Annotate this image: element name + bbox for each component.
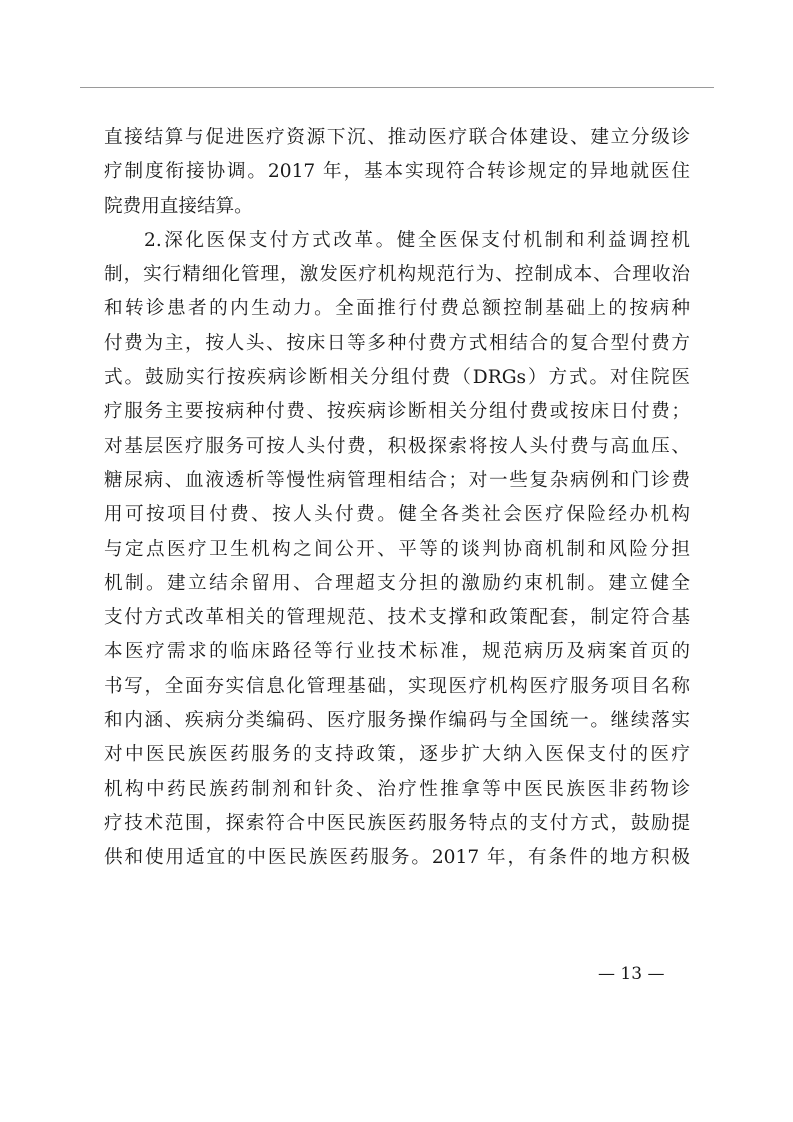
text-line: 对基层医疗服务可按人头付费，积极探索将按人头付费与高血压、 <box>104 435 690 457</box>
text-line: 与定点医疗卫生机构之间公开、平等的谈判协商机制和风险分担 <box>104 538 690 560</box>
text-line: 直接结算与促进医疗资源下沉、推动医疗联合体建设、建立分级诊 <box>104 127 690 148</box>
text-line: 本医疗需求的临床路径等行业技术标准，规范病历及病案首页的 <box>104 641 690 663</box>
text-line: 机制。建立结余留用、合理超支分担的激励约束机制。建立健全 <box>104 572 690 594</box>
text-line: 和内涵、疾病分类编码、医疗服务操作编码与全国统一。继续落实 <box>104 710 690 732</box>
text-line: 疗技术范围，探索符合中医民族医药服务特点的支付方式，鼓励提 <box>104 812 690 834</box>
header-rule <box>80 87 714 88</box>
text-line: 机构中药民族药制剂和针灸、治疗性推拿等中医民族医非药物诊 <box>104 778 690 800</box>
text-line: 供和使用适宜的中医民族医药服务。2017 年，有条件的地方积极 <box>104 847 690 869</box>
text-line: 付费为主，按人头、按床日等多种付费方式相结合的复合型付费方 <box>104 332 690 354</box>
text-line: 糖尿病、血液透析等慢性病管理相结合；对一些复杂病例和门诊费 <box>104 469 690 491</box>
text-line: 和转诊患者的内生动力。全面推行付费总额控制基础上的按病种 <box>104 298 690 320</box>
text-line: 疗制度衔接协调。2017 年，基本实现符合转诊规定的异地就医住 <box>104 161 690 183</box>
text-line: 支付方式改革相关的管理规范、技术支撑和政策配套，制定符合基 <box>104 607 690 629</box>
text-line: 用可按项目付费、按人头付费。健全各类社会医疗保险经办机构 <box>104 504 690 526</box>
text-line: 院费用直接结算。 <box>104 195 253 217</box>
text-line: 式。鼓励实行按疾病诊断相关分组付费（DRGs）方式。对住院医 <box>104 367 690 389</box>
page-number: — 13 — <box>598 964 665 984</box>
text-line: 疗服务主要按病种付费、按疾病诊断相关分组付费或按床日付费； <box>104 401 690 423</box>
text-line: 制，实行精细化管理，激发医疗机构规范行为、控制成本、合理收治 <box>104 264 690 286</box>
text-line: 2.深化医保支付方式改革。健全医保支付机制和利益调控机 <box>144 229 690 251</box>
text-line: 对中医民族医药服务的支持政策，逐步扩大纳入医保支付的医疗 <box>104 744 690 766</box>
text-line: 书写，全面夯实信息化管理基础，实现医疗机构医疗服务项目名称 <box>104 675 690 697</box>
body-text <box>104 121 690 876</box>
